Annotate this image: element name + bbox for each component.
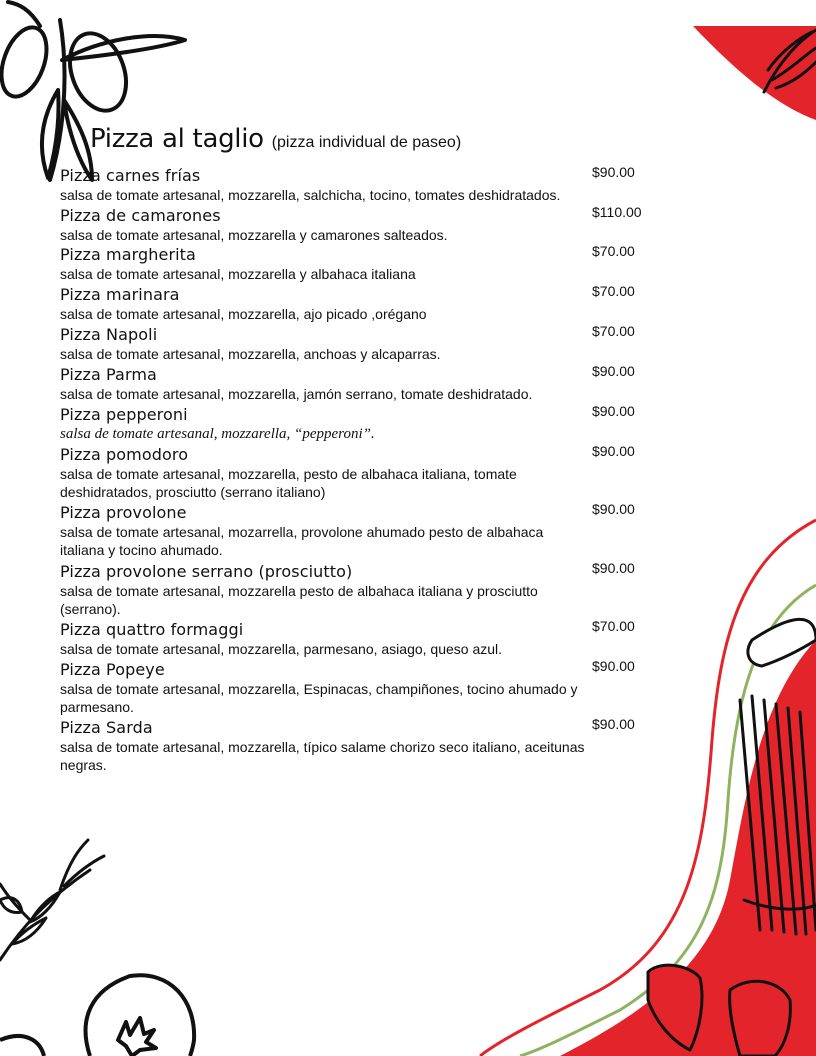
menu-item-description: salsa de tomate artesanal, mozzarella, anchoas y alcaparras. (60, 346, 441, 362)
menu-item (60, 403, 660, 443)
menu-item (60, 283, 660, 323)
menu-item-name: Pizza provolone (60, 503, 187, 522)
menu-item-name: Pizza de camarones (60, 206, 221, 225)
menu-item-description: salsa de tomate artesanal, mozzarella, ajo picado ,orégano (60, 306, 427, 322)
menu-item-name: Pizza Napoli (60, 325, 158, 344)
menu-item-price: $90.00 (592, 716, 635, 732)
menu-item-name: Pizza marinara (60, 285, 180, 304)
menu-item (60, 501, 660, 559)
menu-item-price: $90.00 (592, 658, 635, 674)
menu-subtitle: (pizza individual de paseo) (271, 134, 462, 151)
menu-item-description: salsa de tomate artesanal, mozzarella, Espinacas, champiñones, tocino ahumado y parmesano. (60, 681, 578, 715)
menu-item-price: $70.00 (592, 243, 635, 259)
menu-item (60, 618, 660, 658)
menu-item-price: $90.00 (592, 363, 635, 379)
menu-item-name: Pizza Sarda (60, 718, 153, 737)
menu-item-description: salsa de tomate artesanal, mozzarella y camarones salteados. (60, 227, 448, 243)
menu-item-name: Pizza Parma (60, 365, 157, 384)
menu-item-description: salsa de tomate artesanal, mozzarella, pesto de albahaca italiana, tomate deshidratados, prosciutto (serrano italiano) (60, 466, 517, 500)
menu-item (60, 204, 660, 244)
menu-item-name: Pizza pepperoni (60, 405, 188, 424)
menu-item (60, 243, 660, 283)
menu-item-price: $90.00 (592, 403, 635, 419)
menu-title (90, 124, 461, 154)
menu-item-name: Pizza pomodoro (60, 445, 189, 464)
menu-item-description: salsa de tomate artesanal, mozzarella pesto de albahaca italiana y prosciutto (serrano). (60, 583, 538, 617)
menu-item-name: Pizza Popeye (60, 660, 165, 679)
menu-item-price: $70.00 (592, 323, 635, 339)
menu-item-price: $110.00 (592, 204, 642, 220)
menu-item-price: $90.00 (592, 560, 635, 576)
menu-item-price: $90.00 (592, 443, 635, 459)
menu-item-price: $70.00 (592, 618, 635, 634)
menu-item-price: $90.00 (592, 164, 635, 180)
menu-item (60, 363, 660, 403)
menu-item-description: salsa de tomate artesanal, mozzarella, “pepperoni”. (60, 426, 375, 442)
menu-item (60, 716, 660, 774)
menu-item-price: $70.00 (592, 283, 635, 299)
menu-item-description: salsa de tomate artesanal, mozzarella y albahaca italiana (60, 266, 416, 282)
menu-item (60, 443, 660, 501)
menu-item-name: Pizza margherita (60, 245, 196, 264)
menu-item (60, 323, 660, 363)
menu-item-description: salsa de tomate artesanal, mozarrella, provolone ahumado pesto de albahaca italiana y tocino ahumado. (60, 524, 544, 558)
menu-item-name: Pizza quattro formaggi (60, 620, 244, 639)
menu-item-name: Pizza provolone serrano (prosciutto) (60, 562, 353, 581)
menu-item-description: salsa de tomate artesanal, mozzarella, salchicha, tocino, tomates deshidratados. (60, 187, 561, 203)
menu-item (60, 658, 660, 716)
menu-item (60, 560, 660, 618)
menu-item-description: salsa de tomate artesanal, mozzarella, jamón serrano, tomate deshidratado. (60, 386, 533, 402)
menu-item (60, 164, 660, 204)
menu-item-description: salsa de tomate artesanal, mozzarella, típico salame chorizo seco italiano, aceitunas negras. (60, 739, 585, 773)
menu-item-name: Pizza carnes frías (60, 166, 201, 185)
menu-item-description: salsa de tomate artesanal, mozzarella, parmesano, asiago, queso azul. (60, 641, 503, 657)
menu-item-price: $90.00 (592, 501, 635, 517)
menu-title-text: Pizza al taglio (90, 124, 264, 154)
